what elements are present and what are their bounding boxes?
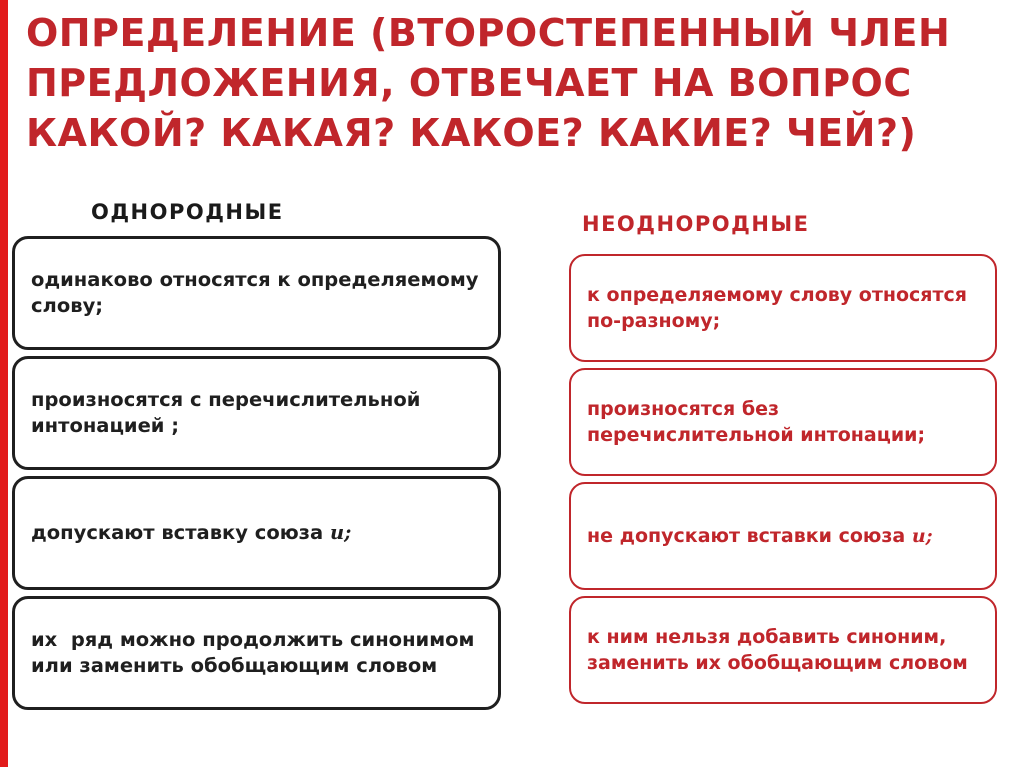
homogeneous-item-1 (12, 236, 501, 350)
title-line-3: КАКОЙ? КАКАЯ? КАКОЕ? КАКИЕ? ЧЕЙ?) (26, 111, 917, 155)
heterogeneous-item-2 (569, 368, 997, 476)
heterogeneous-item-3 (569, 482, 997, 590)
homogeneous-item-2 (12, 356, 501, 470)
homogeneous-item-2-text: произносятся с перечислительной интонацией ; (31, 388, 421, 437)
homogeneous-item-1-text: одинаково относятся к определяемому слову; (31, 268, 479, 317)
homogeneous-heading: ОДНОРОДНЫЕ (91, 200, 284, 224)
homogeneous-item-3-text (31, 520, 351, 546)
title-line-1: ОПРЕДЕЛЕНИЕ (ВТОРОСТЕПЕННЫЙ ЧЛЕН (26, 11, 951, 55)
accent-side-bar (0, 0, 8, 767)
title-line-2: ПРЕДЛОЖЕНИЯ, ОТВЕЧАЕТ НА ВОПРОС (26, 61, 912, 105)
heterogeneous-item-1 (569, 254, 997, 362)
heterogeneous-item-3-text (587, 523, 933, 549)
heterogeneous-item-2-text: произносятся без перечислительной интонации; (587, 398, 926, 446)
homogeneous-item-4 (12, 596, 501, 710)
homogeneous-item-3-main: допускают вставку союза (31, 521, 330, 544)
homogeneous-item-3 (12, 476, 501, 590)
heterogeneous-item-4 (569, 596, 997, 704)
homogeneous-item-3-conjunction: и; (329, 521, 352, 544)
heterogeneous-item-1-text: к определяемому слову относятся по-разному; (587, 284, 967, 332)
heterogeneous-heading: НЕОДНОРОДНЫЕ (582, 212, 810, 236)
heterogeneous-item-3-conjunction: и; (911, 525, 933, 547)
page-title (26, 8, 1006, 158)
homogeneous-item-4-text: их ряд можно продолжить синонимом или заменить обобщающим словом (31, 628, 489, 677)
heterogeneous-item-4-text: к ним нельзя добавить синоним, заменить их обобщающим словом (587, 626, 968, 674)
heterogeneous-item-3-main: не допускают вставки союза (587, 525, 912, 547)
